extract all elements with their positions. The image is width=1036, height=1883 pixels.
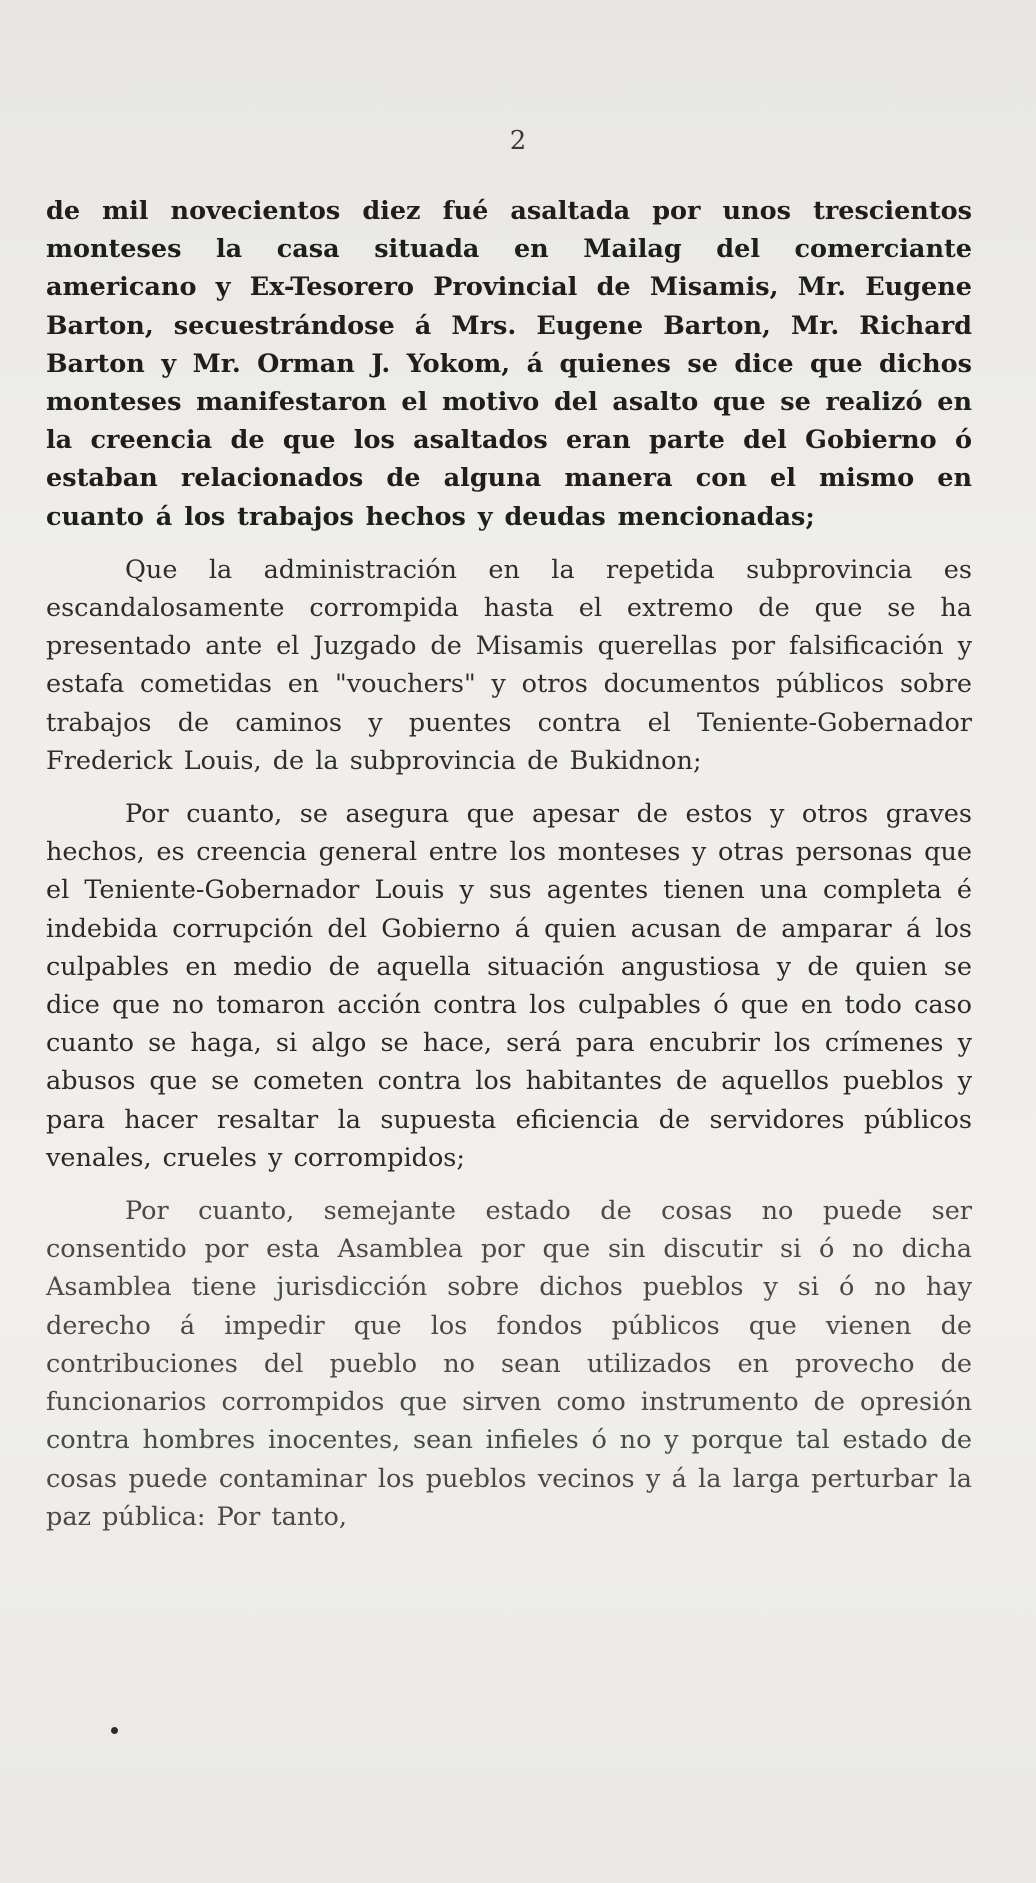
paragraph-3: Por cuanto, se asegura que apesar de estos y otros graves hechos, es creencia general entre los monteses y otras personas que el Teniente-Gobernador Louis y sus agentes tienen una completa é indebida corrupción del Gobierno á quien acusan de amparar á los culpables en medio de aquella situación angustiosa y de quien se dice que no tomaron acción contra los culpables ó que en todo caso cuanto se haga, si algo se hace, será para encubrir los crímenes y abusos que se cometen contra los habitantes de aquellos pueblos y para hacer resaltar la supuesta eficiencia de servidores públicos venales, crueles y corrompidos; — [46, 799, 972, 1173]
paragraph-2: Que la administración en la repetida subprovincia es escandalosamente corrompida hasta el extremo de que se ha presentado ante el Juzgado de Misamis querellas por falsificación y estafa cometidas en "vouchers" y otros documentos públicos sobre trabajos de caminos y puentes contra el Teniente-Gobernador Frederick Louis, de la subprovincia de Bukidnon; — [46, 554, 972, 776]
page-number: 2 — [509, 126, 527, 156]
paragraph-1: de mil novecientos diez fué asaltada por unos trescientos monteses la casa situada en Mailag del comerciante americano y Ex-Tesorero Provincial de Misamis, Mr. Eugene Barton, secuestrándose á Mrs. Eugene Barton, Mr. Richard Barton y Mr. Orman J. Yokom, á quienes se dice que dichos monteses manifestaron el motivo del asalto que se realizó en la creencia de que los asaltados eran parte del Gobierno ó estaban relacionados de alguna manera con el mismo en cuanto á los trabajos hechos y deudas mencionadas; — [46, 196, 972, 532]
paragraph-4: Por cuanto, semejante estado de cosas no puede ser consentido por esta Asamblea por que sin discutir si ó no dicha Asamblea tiene jurisdicción sobre dichos pueblos y si ó no hay derecho á impedir que los fondos públicos que vienen de contribuciones del pueblo no sean utilizados en provecho de funcionarios corrompidos que sirven como instrumento de opresión contra hombres inocentes, sean infieles ó no y porque tal estado de cosas puede contaminar los pueblos vecinos y á la larga perturbar la paz pública: Por tanto, — [46, 1196, 972, 1532]
document-body — [46, 192, 972, 1536]
ink-dot-mark — [111, 1727, 118, 1734]
